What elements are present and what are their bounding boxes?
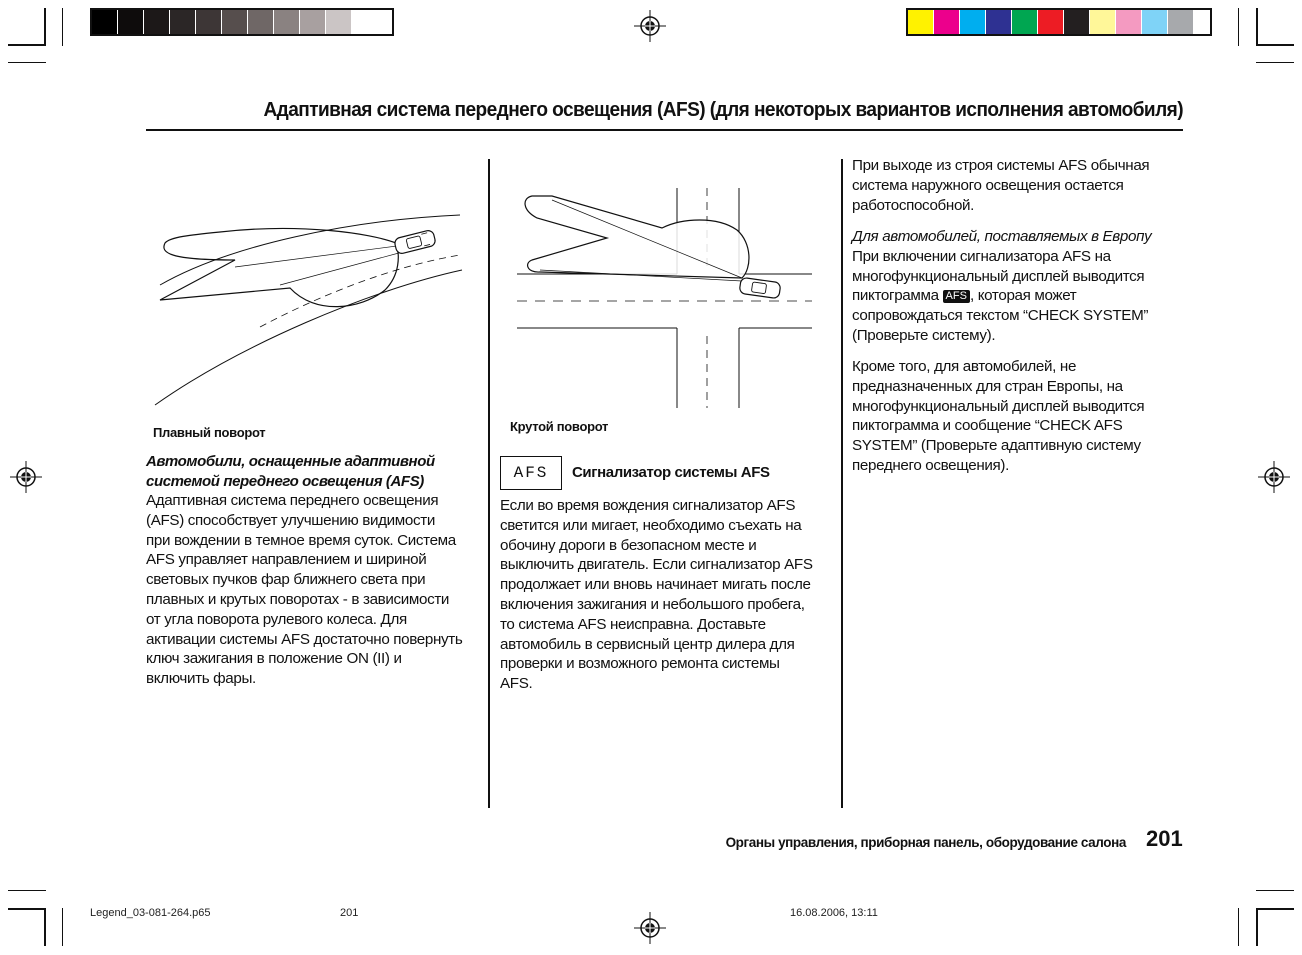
color-swatch [1012,10,1038,34]
color-swatch [196,10,222,34]
crop-mark [8,62,46,63]
color-swatch [986,10,1012,34]
color-swatch [1116,10,1142,34]
column-divider [841,159,843,808]
footer-section-title: Органы управления, приборная панель, оборудование салона [725,835,1126,850]
europe-note [852,227,1192,346]
gray-calibration-bar [90,8,394,36]
europe-heading: Для автомобилей, поставляемых в Европу [852,228,1152,245]
crop-mark [62,8,63,46]
slug-page: 201 [340,907,359,919]
text-line: ключ зажигания в положение ON (II) и [146,650,402,668]
crop-mark [44,908,46,946]
text-line: активации системы AFS достаточно повернуть [146,630,463,648]
non-europe-note [852,357,1192,476]
text-line: многофункциональный дисплей выводится [852,397,1145,415]
text-line: проверки и возможного ремонта системы [500,655,780,673]
color-swatch [118,10,144,34]
text-line: Если во время вождения сигнализатор AFS [500,497,796,514]
color-swatch [222,10,248,34]
text-line: плавных и крутых поворотах - в зависимости [146,590,450,608]
figure-caption: Крутой поворот [510,419,609,434]
color-swatch [1038,10,1064,34]
registration-mark-icon [10,461,42,493]
heading-line: Автомобили, оснащенные адаптивной [146,453,435,470]
text-line: Адаптивная система переднего освещения [146,492,439,509]
column-divider [488,159,490,808]
text-line: от угла поворота рулевого колеса. Для [146,610,407,628]
text-line: световых пучков фар ближнего света при [146,571,426,589]
color-swatch [170,10,196,34]
text-line: сопровождаться текстом “CHECK SYSTEM” [852,307,1149,325]
color-swatch [248,10,274,34]
color-swatch [1064,10,1090,34]
slug-filename: Legend_03-081-264.p65 [90,907,211,919]
text-line: продолжает или вновь начинает мигать после [500,576,811,594]
registration-mark-icon [1258,461,1290,493]
text-line: переднего освещения). [852,456,1009,474]
crop-mark [62,908,63,946]
afs-pictogram-icon: AFS [943,290,970,303]
indicator-description [500,496,836,694]
crop-mark [1238,908,1239,946]
text-line: включить фары. [146,670,256,688]
crop-mark [1256,8,1258,46]
color-swatch [300,10,326,34]
text-line: пиктограмма и сообщение “CHECK AFS [852,417,1123,435]
color-swatch [352,10,378,34]
text-line: (Проверьте систему). [852,326,996,344]
text-line: автомобиль в сервисный центр дилера для [500,635,795,653]
text-line: SYSTEM” (Проверьте адаптивную систему [852,437,1141,455]
crop-mark [1256,908,1294,910]
afs-description [146,491,482,689]
crop-mark [1256,62,1294,63]
color-calibration-bar [906,8,1212,36]
color-swatch [1090,10,1116,34]
text-fragment: , которая может [969,287,1077,305]
color-swatch [144,10,170,34]
crop-mark [8,44,46,46]
text-line [852,286,1192,306]
section-heading [146,452,476,491]
registration-mark-icon [634,912,666,944]
color-swatch [274,10,300,34]
registration-mark-icon [634,10,666,42]
crop-mark [44,8,46,46]
indicator-title: Сигнализатор системы AFS [572,464,770,481]
text-line: включения зажигания и небольшого пробега, [500,595,805,613]
page-number: 201 [1146,826,1183,851]
failure-note [852,156,1192,215]
figure-caption: Плавный поворот [153,425,266,440]
slug-date: 16.08.2006, 13:11 [790,907,878,919]
color-swatch [908,10,934,34]
text-line: то система AFS неисправна. Доставьте [500,615,766,633]
text-line: предназначенных для стран Европы, на [852,377,1123,395]
color-swatch [1142,10,1168,34]
color-swatch [326,10,352,34]
heading-line: системой переднего освещения (AFS) [146,472,424,490]
text-line: работоспособной. [852,196,975,214]
text-line: обочину дороги в безопасном месте и [500,536,757,554]
text-line: выключить двигатель. Если сигнализатор AFS [500,556,813,574]
crop-mark [1256,44,1294,46]
sharp-turn-figure [512,188,817,410]
text-line: Кроме того, для автомобилей, не [852,358,1077,375]
crop-mark [1256,890,1294,891]
text-line: AFS. [500,675,533,693]
afs-indicator-icon: AFS [500,456,562,490]
crop-mark [8,890,46,891]
color-swatch [934,10,960,34]
text-line: система наружного освещения остается [852,176,1124,194]
title-rule [146,129,1183,131]
crop-mark [8,908,46,910]
text-line: светится или мигает, необходимо съехать на [500,516,802,534]
color-swatch [92,10,118,34]
crop-mark [1256,908,1258,946]
crop-mark [1238,8,1239,46]
color-swatch [960,10,986,34]
text-line: (AFS) способствует улучшению видимости [146,511,435,529]
text-line: многофункциональный дисплей выводится [852,267,1145,285]
text-line: AFS управляет направлением и шириной [146,551,427,569]
text-line: при вождении в темное время суток. Система [146,531,456,549]
text-line: При выходе из строя системы AFS обычная [852,157,1150,174]
text-line: При включении сигнализатора AFS на [852,247,1111,265]
color-swatch [1168,10,1194,34]
page-title: Адаптивная система переднего освещения (AFS) (для некоторых вариантов исполнения автомобиля) [263,98,1183,121]
gentle-curve-figure [150,205,465,410]
text-fragment: пиктограмма [852,287,943,305]
